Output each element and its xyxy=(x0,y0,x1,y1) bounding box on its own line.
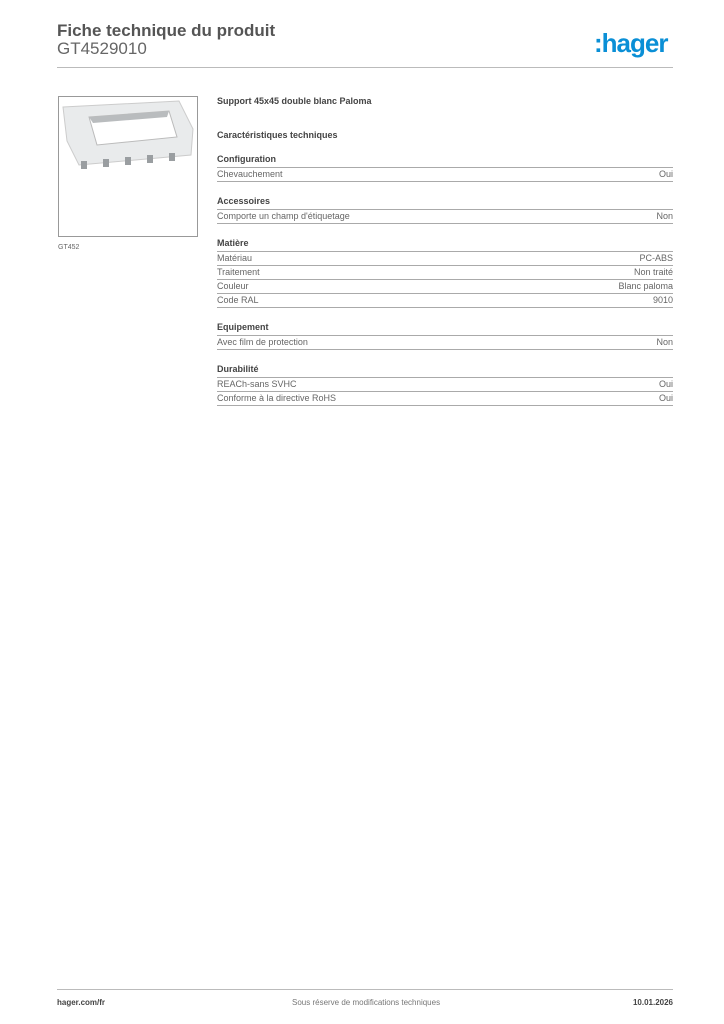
spec-value: Oui xyxy=(658,169,673,179)
section-title: Durabilité xyxy=(217,364,673,378)
spec-label: Traitement xyxy=(217,267,260,277)
spec-value: Blanc paloma xyxy=(618,281,673,291)
spec-label: Couleur xyxy=(217,281,249,291)
spec-value: 9010 xyxy=(652,295,673,305)
spec-row xyxy=(217,280,673,294)
hager-logo: :hager xyxy=(594,28,668,58)
spec-section xyxy=(217,154,673,182)
spec-value: Non xyxy=(656,337,673,347)
spec-value: Oui xyxy=(658,393,673,403)
spec-label: Matériau xyxy=(217,253,253,263)
spec-row xyxy=(217,336,673,350)
spec-value: PC-ABS xyxy=(639,253,673,263)
footer-divider xyxy=(57,989,673,990)
section-title: Configuration xyxy=(217,154,673,168)
footer-website: hager.com/fr xyxy=(57,998,106,1007)
page-title: Fiche technique du produit xyxy=(57,21,276,40)
spec-section xyxy=(217,196,673,224)
footer-disclaimer: Sous réserve de modifications techniques xyxy=(292,998,441,1007)
spec-label: Code RAL xyxy=(217,295,259,305)
spec-label: Chevauchement xyxy=(217,169,283,179)
spec-value: Oui xyxy=(658,379,673,389)
spec-row xyxy=(217,266,673,280)
spec-label: REACh-sans SVHC xyxy=(217,379,297,389)
section-title: Accessoires xyxy=(217,196,673,210)
product-code: GT4529010 xyxy=(57,39,147,58)
spec-row xyxy=(217,392,673,406)
section-title: Equipement xyxy=(217,322,673,336)
characteristics-title: Caractéristiques techniques xyxy=(217,130,338,140)
header-divider xyxy=(57,67,673,68)
product-name: Support 45x45 double blanc Paloma xyxy=(217,96,372,106)
section-title: Matière xyxy=(217,238,673,252)
spec-content xyxy=(217,96,673,406)
image-caption: GT452 xyxy=(58,244,80,251)
spec-label: Conforme à la directive RoHS xyxy=(217,393,337,403)
spec-row xyxy=(217,168,673,182)
spec-section xyxy=(217,364,673,406)
spec-value: Non xyxy=(656,211,673,221)
spec-section xyxy=(217,322,673,350)
spec-section xyxy=(217,238,673,308)
spec-row xyxy=(217,294,673,308)
spec-value: Non traité xyxy=(633,267,673,277)
spec-label: Avec film de protection xyxy=(217,337,308,347)
spec-row xyxy=(217,210,673,224)
spec-row xyxy=(217,252,673,266)
spec-row xyxy=(217,378,673,392)
footer-date: 10.01.2026 xyxy=(632,998,673,1007)
spec-label: Comporte un champ d'étiquetage xyxy=(217,211,350,221)
product-image xyxy=(58,96,198,237)
